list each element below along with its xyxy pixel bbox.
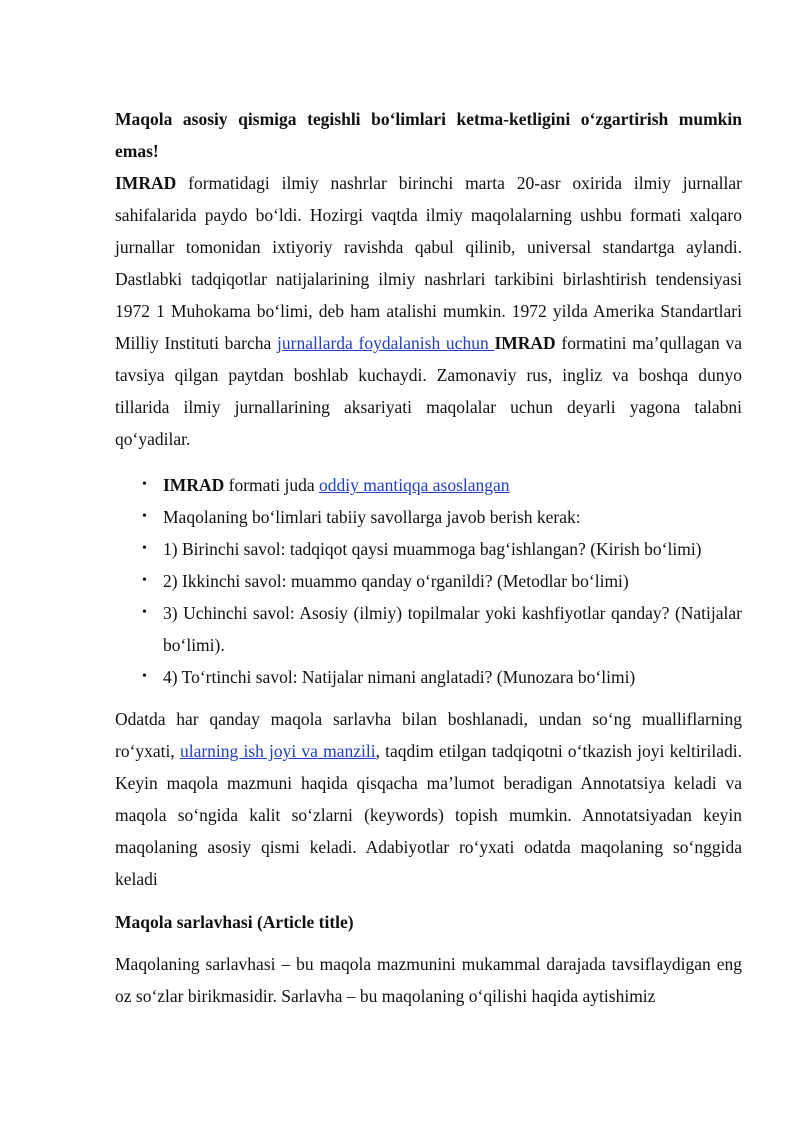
list-item — [115, 661, 742, 693]
paragraph-title-definition: Maqolaning sarlavhasi – bu maqola mazmunini mukammal darajada tavsiflaydigan eng oz so‘zlar birikmasidir. Sarlavha – bu maqolaning o‘qilishi haqida aytishimiz — [115, 954, 742, 1006]
bullet-icon: • — [142, 669, 147, 684]
paragraph-imrad-history — [115, 167, 742, 455]
list-item-text: formati juda — [224, 475, 320, 495]
list-item-text: 2) Ikkinchi savol: muammo qanday o‘rganildi? (Metodlar bo‘limi) — [163, 571, 629, 591]
list-item — [115, 533, 742, 565]
bullet-icon: • — [142, 605, 147, 620]
paragraph-text: formatini ma’qullagan va tavsiya qilgan paytdan boshlab kuchaydi. Zamonaviy rus, ingliz va boshqa dunyo tillarida ilmiy jurnallarining aksariyati maqolalar uchun deyarli yagona talabni qo‘yadilar. — [115, 333, 742, 449]
link-jurnallarda[interactable]: jurnallarda foydalanish uchun — [277, 333, 495, 353]
paragraph-text: formatidagi ilmiy nashrlar birinchi marta 20-asr oxirida ilmiy jurnallar sahifalarida paydo bo‘ldi. Hozirgi vaqtda ilmiy maqolalarning ushbu formati xalqaro jurnallar tomonidan ixtiyoriy ravishda qabul qilinib, universal standartga aylandi. Dastlabki tadqiqotlar natijalarining ilmiy nashrlari tarkibini birlashtirish tendensiyasi 1972 1 Muhokama bo‘limi, deb ham atalishi mumkin. 1972 yilda Amerika Standartlari Milliy Instituti barcha — [115, 173, 742, 353]
list-item — [115, 501, 742, 533]
link-ish-joyi[interactable]: ularning ish joyi va manzili — [179, 741, 376, 761]
document-body — [115, 103, 742, 1012]
paragraph-article-structure — [115, 703, 742, 895]
bold-term-imrad: IMRAD — [494, 333, 556, 353]
section-heading-order: Maqola asosiy qismiga tegishli bo‘limlari ketma-ketligini o‘zgartirish mumkin emas! — [115, 109, 742, 161]
list-item — [115, 565, 742, 597]
list-item-text: 4) To‘rtinchi savol: Natijalar nimani anglatadi? (Munozara bo‘limi) — [163, 667, 636, 687]
paragraph-text: , taqdim etilgan tadqiqotni o‘tkazish joyi keltiriladi. Keyin maqola mazmuni haqida qisqacha ma’lumot beradigan Annotatsiya keladi va maqola so‘ngida kalit so‘zlarni (keywords) topish mumkin. Annotatsiyadan keyin maqolaning asosiy qismi keladi. Adabiyotlar ro‘yxati odatda maqolaning so‘nggida keladi — [115, 741, 742, 889]
bullet-icon: • — [142, 477, 147, 492]
link-oddiy-mantiqqa[interactable]: oddiy mantiqqa asoslangan — [319, 475, 510, 495]
list-item — [115, 597, 742, 661]
bullet-icon: • — [142, 509, 147, 524]
section-heading-article-title: Maqola sarlavhasi (Article title) — [115, 912, 354, 932]
bullet-list — [115, 469, 742, 693]
bold-term-imrad: IMRAD — [115, 173, 177, 193]
list-item-text: Maqolaning bo‘limlari tabiiy savollarga javob berish kerak: — [163, 507, 581, 527]
bullet-icon: • — [142, 573, 147, 588]
list-item-text: 3) Uchinchi savol: Asosiy (ilmiy) topilmalar yoki kashfiyotlar qanday? (Natijalar bo‘limi). — [163, 603, 742, 655]
list-item — [115, 469, 742, 501]
list-item-text: 1) Birinchi savol: tadqiqot qaysi muammoga bag‘ishlangan? (Kirish bo‘limi) — [163, 539, 702, 559]
bullet-icon: • — [142, 541, 147, 556]
paragraph-text: Odatda har qanday maqola sarlavha bilan boshlanadi, undan so‘ng mualliflarning ro‘yxati, — [115, 709, 742, 761]
bold-term-imrad: IMRAD — [163, 475, 225, 495]
